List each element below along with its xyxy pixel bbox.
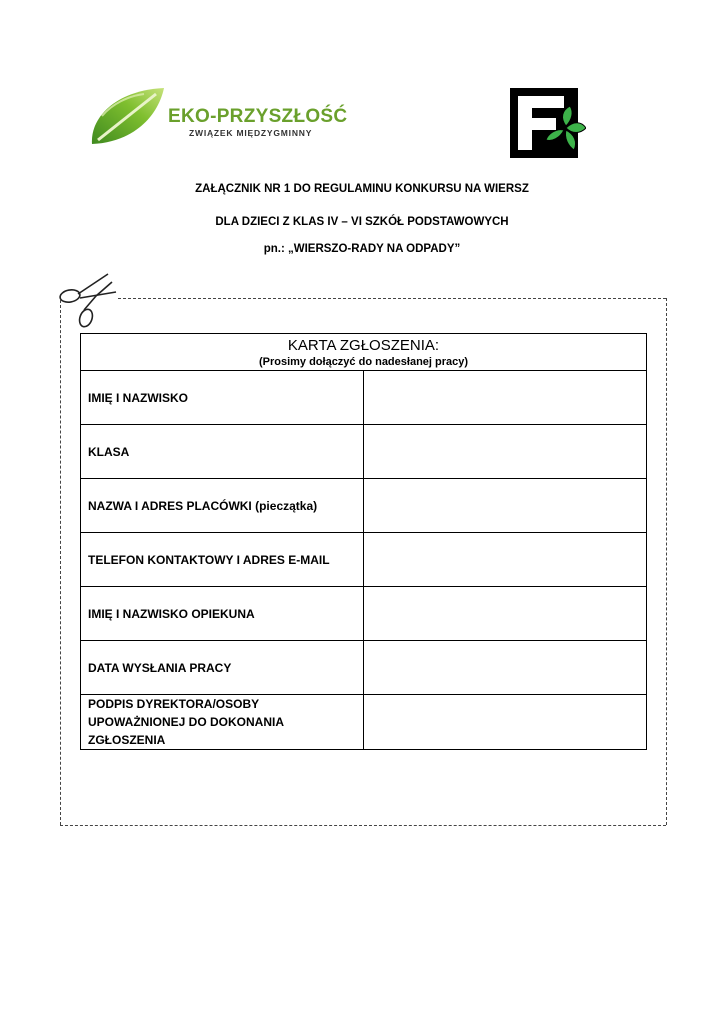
logo-name: EKO-PRZYSZŁOŚĆ (168, 106, 348, 127)
field-label: DATA WYSŁANIA PRACY (81, 641, 364, 695)
cut-line-top (118, 298, 666, 299)
field-value[interactable] (364, 533, 647, 587)
f-chestnut-logo (510, 88, 586, 158)
cut-line-right (666, 298, 667, 825)
cut-line-bottom (60, 825, 666, 826)
field-label: IMIĘ I NAZWISKO OPIEKUNA (81, 587, 364, 641)
form-header (81, 334, 647, 371)
scissors-icon (56, 270, 122, 330)
f-letter-leaf-icon (510, 88, 586, 158)
contest-name: pn.: „WIERSZO-RADY NA ODPADY” (263, 243, 461, 255)
form-row-school (81, 479, 647, 533)
field-value[interactable] (364, 479, 647, 533)
form-header-row (81, 334, 647, 371)
form-title: KARTA ZGŁOSZENIA: (287, 337, 440, 354)
field-label: NAZWA I ADRES PLACÓWKI (pieczątka) (81, 479, 364, 533)
form-row-class (81, 425, 647, 479)
field-value[interactable] (364, 425, 647, 479)
logo-subtitle: ZWIĄZEK MIĘDZYGMINNY (189, 128, 313, 138)
attachment-title: ZAŁĄCZNIK NR 1 DO REGULAMINU KONKURSU NA WIERSZ (195, 183, 529, 195)
attachment-subtitle: DLA DZIECI Z KLAS IV – VI SZKÓŁ PODSTAWOWYCH (215, 216, 509, 228)
form-row-guardian (81, 587, 647, 641)
form-row-signature (81, 695, 647, 750)
field-value[interactable] (364, 641, 647, 695)
field-label: IMIĘ I NAZWISKO (81, 371, 364, 425)
field-label: PODPIS DYREKTORA/OSOBY UPOWAŻNIONEJ DO DOKONANIA ZGŁOSZENIA (81, 695, 364, 750)
form-subtitle: (Prosimy dołączyć do nadesłanej pracy) (258, 356, 469, 368)
field-value[interactable] (364, 587, 647, 641)
eko-przyszlosc-logo (88, 86, 348, 150)
registration-form (80, 333, 647, 750)
field-label: KLASA (81, 425, 364, 479)
green-leaf-icon (88, 86, 168, 150)
field-value[interactable] (364, 371, 647, 425)
form-row-date (81, 641, 647, 695)
field-label: TELEFON KONTAKTOWY I ADRES E-MAIL (81, 533, 364, 587)
field-value[interactable] (364, 695, 647, 750)
form-row-contact (81, 533, 647, 587)
cut-line-left (60, 300, 61, 825)
form-row-name (81, 371, 647, 425)
